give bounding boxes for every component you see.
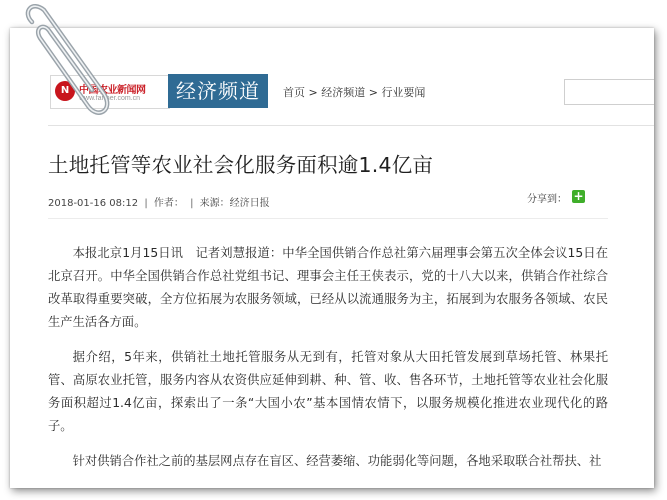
paragraph: 本报北京1月15日讯 记者刘慧报道：中华全国供销合作总社第六届理事会第五次全体会议15日在北京召开。中华全国供销合作总社党组书记、理事会主任王侠表示，党的十八大以来，供销合作社综合改革取得重要突破，全方位拓展为农服务领域，已经从以流通服务为主，拓展到为农服务各领域、农民生产生活各方面。 [48,246,608,329]
paperclip-icon [18,2,113,124]
search-input[interactable] [564,79,654,105]
meta-divider [48,218,608,219]
article-meta [48,194,270,209]
logo-url: www.farmer.com.cn [79,95,141,102]
breadcrumb-channel[interactable]: 经济频道 [321,86,366,99]
source-name: 经济日报 [229,198,270,209]
author-label: 作者： [153,198,184,209]
breadcrumb-separator: > [368,86,378,99]
header-divider [48,125,654,126]
share-label: 分享到： [527,194,567,205]
logo-text: 中国农业新闻网 [79,85,146,96]
breadcrumb-home[interactable]: 首页 [283,86,305,99]
publish-date: 2018-01-16 08:12 [48,198,139,209]
meta-separator: | [144,198,148,209]
source-label: 来源： [199,198,230,209]
logo-emblem-icon: N [55,81,75,101]
paragraph: 据介绍，5年来，供销社土地托管服务从无到有，托管对象从大田托管发展到草场托管、林果托管、高原农业托管，服务内容从农资供应延伸到耕、种、管、收、售各环节，土地托管等农业社会化服务面积超过1.4亿亩，探索出了一条“大国小农”基本国情农情下，以服务规模化推进农业现代化的路子。 [48,350,608,433]
meta-separator: | [190,198,194,209]
share-plus-icon[interactable]: + [573,189,584,203]
breadcrumb-section[interactable]: 行业要闻 [381,86,426,99]
paragraph: 针对供销合作社之前的基层网点存在盲区、经营萎缩、功能弱化等问题，各地采取联合社帮扶、社 [72,454,602,468]
channel-title[interactable]: 经济频道 [168,74,268,108]
article-body [48,242,608,485]
breadcrumb [283,84,425,100]
breadcrumb-separator: > [308,86,318,99]
article-title: 土地托管等农业社会化服务面积逾1.4亿亩 [48,153,434,177]
